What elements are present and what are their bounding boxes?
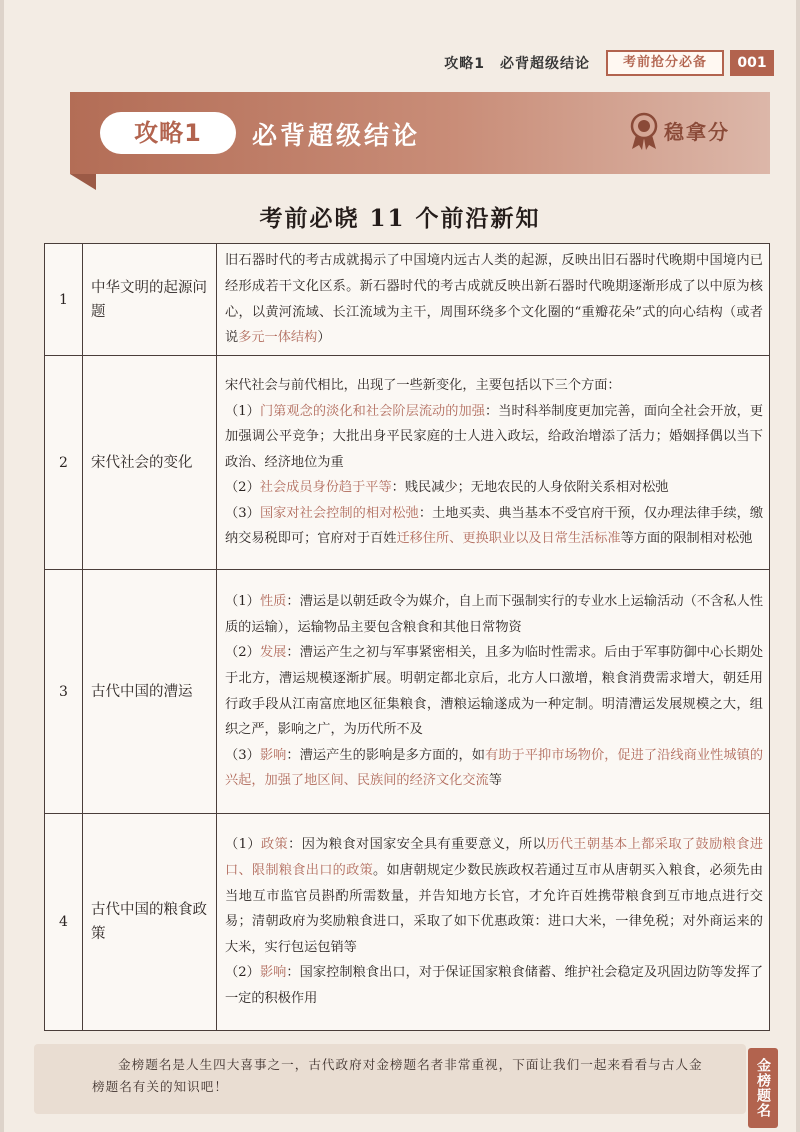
side-tab: 金榜题名 <box>748 1048 778 1128</box>
row-content <box>217 244 770 356</box>
highlighted-text: 多元一体结构 <box>238 330 318 346</box>
content-text: （1） <box>225 403 260 419</box>
highlighted-text: 有助于平抑市场物价，促进了沿线商业性城镇的兴起，加强了地区间、民族间的经济文化交流 <box>225 747 764 789</box>
row-content <box>217 356 770 570</box>
content-text: ） <box>317 330 331 346</box>
banner-fold <box>70 174 96 190</box>
row-number: 3 <box>45 570 83 814</box>
table-row <box>45 814 770 1031</box>
medal-icon <box>626 111 662 151</box>
badge-text: 稳拿分 <box>664 120 730 144</box>
content-text: ：国家控制粮食出口，对于保证国家粮食储蓄、维护社会稳定及巩固边防等发挥了一定的积极作用 <box>225 965 764 1006</box>
page-edge-left <box>0 0 4 1132</box>
content-text: （2） <box>225 480 260 496</box>
row-number: 2 <box>45 356 83 570</box>
page-edge-right <box>796 0 800 1132</box>
content-text: ：漕运产生的影响是多方面的，如 <box>286 747 486 763</box>
content-text: ：贱民减少；无地农民的人身依附关系相对松弛 <box>391 480 669 496</box>
content-text: 旧石器时代的考古成就揭示了中国境内远古人类的起源，反映出旧石器时代晚期中国境内已经形成若干文化区系。新石器时代的考古成就反映出新石器时代晚期逐渐形成了以中原为核心，以黄河流域、长江流域为主干，周围环绕多个文化圈的“重瓣花朵”式的向心结构（或者说 <box>225 253 763 346</box>
content-text: （1） <box>225 837 261 853</box>
exam-tag: 考前抢分必备 <box>606 50 724 76</box>
content-text: 等 <box>488 773 502 789</box>
content-text: ：土地买卖、典当基本不受官府干预，仅办理法律手续，缴纳交易税即可；官府对于百姓 <box>225 505 764 547</box>
highlighted-text: 影响 <box>259 965 287 981</box>
highlighted-text: 迁移住所、更换职业以及日常生活标准 <box>396 531 621 547</box>
content-text: ：当时科举制度更加完善，面向全社会开放，更加强调公平竞争；大批出身平民家庭的士人进入政坛，给政治增添了活力；婚姻择偶以当下政治、经济地位为重 <box>225 403 764 470</box>
highlighted-text: 发展 <box>259 645 287 661</box>
content-text: （2） <box>225 645 260 661</box>
row-topic: 古代中国的粮食政策 <box>83 814 217 1031</box>
row-topic: 宋代社会的变化 <box>83 356 217 570</box>
table-row <box>45 570 770 814</box>
row-topic: 中华文明的起源问题 <box>83 244 217 356</box>
row-topic: 古代中国的漕运 <box>83 570 217 814</box>
table-row <box>45 356 770 570</box>
content-text: ：因为粮食对国家安全具有重要意义，所以 <box>288 837 547 853</box>
content-text: 宋代社会与前代相比，出现了一些新变化，主要包括以下三个方面： <box>225 377 621 393</box>
content-text: ：漕运是以朝廷政令为媒介，自上而下强制实行的专业水上运输活动（不含私人性质的运输），运输物品主要包含粮食和其他日常物资 <box>225 594 764 635</box>
row-number: 1 <box>45 244 83 356</box>
row-content <box>217 570 770 814</box>
highlighted-text: 历代王朝基本上都采取了鼓励粮食进口、限制粮食出口的政策 <box>225 837 764 879</box>
table-row <box>45 244 770 356</box>
content-text: 。如唐朝规定少数民族政权若通过互市从唐朝买入粮食，必须先由当地互市监官员斟酌所需数量，并告知地方长官，才允许百姓携带粮食到互市地点进行交易；清朝政府为奖励粮食进口，采取了如下优惠政策：进口大米，一律免税；对外商运来的大米，实行包运包销等 <box>225 863 764 955</box>
highlighted-text: 社会成员身份趋于平等 <box>259 480 392 496</box>
section-title: 考前必晓 11 个前沿新知 <box>259 205 541 232</box>
footer-text: 金榜题名是人生四大喜事之一，古代政府对金榜题名者非常重视，下面让我们一起来看看与古人金榜题名有关的知识吧！ <box>92 1057 703 1094</box>
chapter-pill: 攻略1 <box>100 112 236 154</box>
running-header <box>0 50 800 80</box>
highlighted-text: 国家对社会控制的相对松弛 <box>259 505 419 521</box>
page-number: 001 <box>730 50 774 76</box>
content-text: （3） <box>225 747 260 763</box>
highlighted-text: 门第观念的淡化和社会阶层流动的加强 <box>259 403 486 419</box>
knowledge-table <box>44 243 770 1031</box>
content-text: （3） <box>225 505 260 521</box>
highlighted-text: 政策 <box>260 837 289 853</box>
highlighted-text: 性质 <box>259 594 287 610</box>
content-text: ：漕运产生之初与军事紧密相关，且多为临时性需求。后由于军事防御中心长期处于北方，漕运规模逐渐扩展。明朝定都北京后，北方人口激增，粮食消费需求增大，朝廷用行政手段从江南富庶地区征集粮食，漕粮运输遂成为一种定制。明清漕运发展规模之大，组织之严，影响之广，为历代所不及 <box>225 645 764 738</box>
running-title: 攻略1 必背超级结论 <box>444 56 590 72</box>
chapter-title: 必背超级结论 <box>252 121 421 150</box>
content-text: （1） <box>225 594 260 610</box>
highlighted-text: 影响 <box>259 747 287 763</box>
content-text: 等方面的限制相对松弛 <box>620 531 753 547</box>
content-text: （2） <box>225 965 260 981</box>
row-content <box>217 814 770 1031</box>
row-number: 4 <box>45 814 83 1031</box>
